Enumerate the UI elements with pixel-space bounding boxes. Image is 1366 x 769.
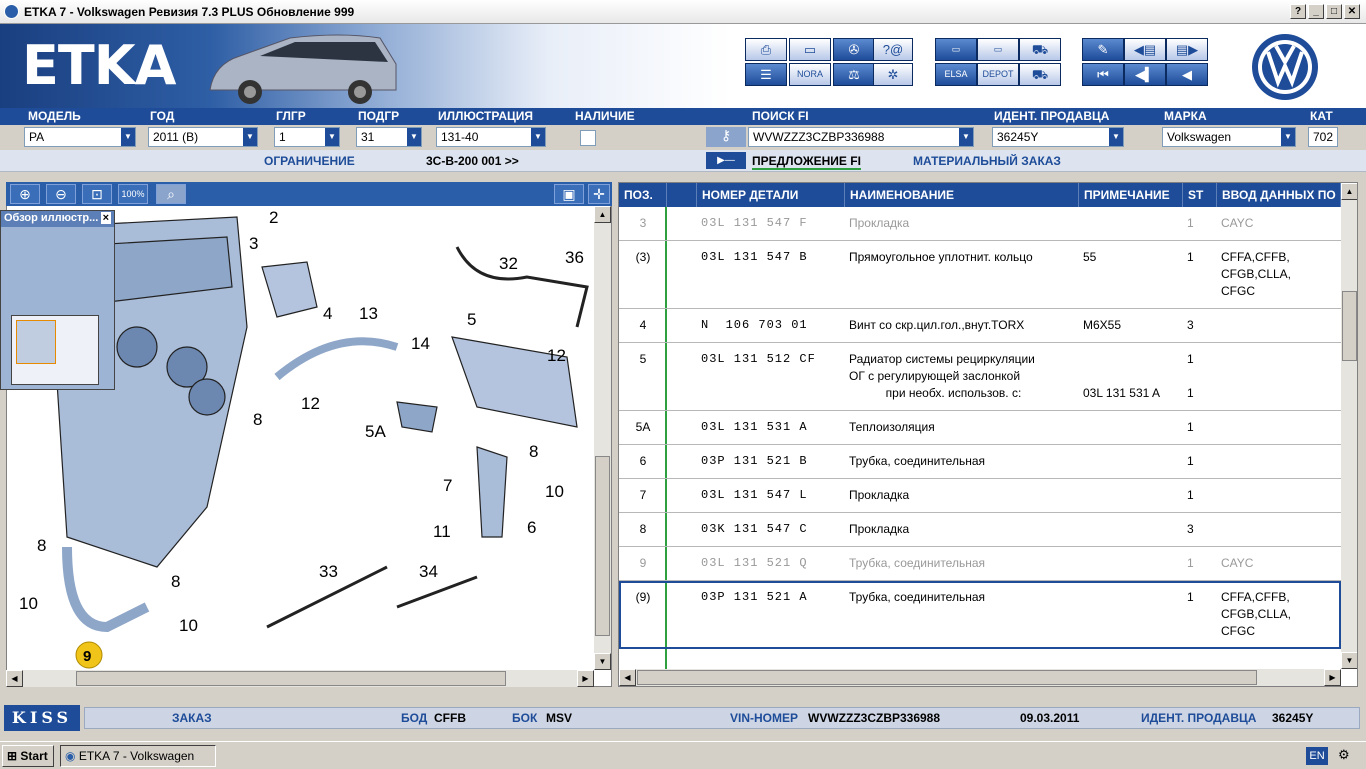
scroll-up-icon[interactable]: ▲	[1341, 183, 1358, 200]
col-pos[interactable]: ПОЗ.	[619, 183, 667, 207]
scroll-down-icon[interactable]: ▼	[594, 653, 611, 670]
illustration-toolbar	[6, 182, 612, 206]
printer-icon[interactable]: ⎙	[745, 38, 787, 61]
scroll-down-icon[interactable]: ▼	[1341, 652, 1358, 669]
cell-note	[1079, 445, 1183, 479]
chevron-down-icon: ▼	[1281, 128, 1295, 146]
svg-text:32: 32	[499, 254, 518, 273]
start-button[interactable]: ⊞ Start	[2, 745, 54, 767]
svg-text:6: 6	[527, 518, 537, 537]
dealer-label: ИДЕНТ. ПРОДАВЦА	[994, 109, 1110, 123]
cell-data: CFFA,CFFB, CFGB,CLLA, CFGC	[1221, 250, 1292, 298]
depot-button[interactable]: DEPOT	[977, 63, 1019, 86]
chevron-down-icon: ▼	[325, 128, 339, 146]
model-value: PA	[29, 130, 45, 144]
elsa-icon[interactable]: ▭	[935, 38, 977, 61]
order-link[interactable]: ЗАКАЗ	[172, 711, 212, 725]
offer-fi-tab[interactable]: ПРЕДЛОЖЕНИЕ FI	[752, 154, 861, 168]
wheel-icon[interactable]: ✲	[873, 63, 913, 86]
cell-name: Трубка, соединительная	[849, 590, 986, 604]
svg-text:3: 3	[249, 234, 259, 253]
cell-part: 03L 131 547 L	[701, 488, 808, 502]
tools-icon[interactable]: ✇	[833, 38, 875, 61]
cell-part: 03P 131 521 B	[701, 454, 808, 468]
ill-select[interactable]	[436, 127, 546, 147]
cell-pos: 8	[639, 522, 647, 536]
scroll-thumb[interactable]	[595, 456, 610, 636]
search-value: WVWZZZ3CZBP336988	[753, 130, 885, 144]
scroll-thumb[interactable]	[76, 671, 506, 686]
cell-data	[1217, 513, 1341, 547]
grid-icon[interactable]: ▣	[554, 184, 584, 204]
chevron-down-icon: ▼	[407, 128, 421, 146]
table-row[interactable]	[619, 513, 1341, 547]
year-select[interactable]	[148, 127, 258, 147]
table-row[interactable]	[619, 411, 1341, 445]
help-window-button[interactable]: ?	[1290, 4, 1306, 19]
cell-pos: (9)	[635, 590, 651, 604]
scroll-left-icon[interactable]: ◀	[6, 670, 23, 687]
cell-st: 1	[1187, 250, 1194, 264]
overview-title: Обзор иллюстр... ×	[1, 211, 114, 227]
back-icon[interactable]: ◀▤	[1124, 38, 1166, 61]
cat-select[interactable]	[1308, 127, 1338, 147]
dealer-select[interactable]	[992, 127, 1124, 147]
table-hscroll[interactable]	[619, 669, 1341, 686]
cell-note: M6X55	[1083, 318, 1122, 332]
restriction-bar	[0, 150, 1366, 172]
tray-icon[interactable]: ⚙	[1338, 747, 1350, 762]
svg-text:12: 12	[301, 394, 320, 413]
table-vscroll[interactable]	[1341, 183, 1358, 669]
cell-name: Прокладка	[849, 522, 910, 536]
svg-text:8: 8	[37, 536, 47, 555]
cell-name: Винт со скр.цил.гол.,внут.TORX	[849, 318, 1025, 332]
ug-value: 31	[361, 130, 375, 144]
cell-part: 03L 131 547 B	[701, 250, 808, 264]
table-row[interactable]	[619, 309, 1341, 343]
zoom-in-icon[interactable]: ⊕	[10, 184, 40, 204]
monitor-icon[interactable]: ▭	[789, 38, 831, 61]
table-header	[619, 183, 1341, 207]
cell-data: CAYC	[1221, 556, 1254, 570]
etka-app-icon: ◉	[65, 749, 76, 763]
cell-pos: 5A	[635, 420, 651, 434]
cell-name: Прокладка	[849, 488, 910, 502]
close-button[interactable]: ✕	[1344, 4, 1360, 19]
search-input[interactable]	[748, 127, 974, 147]
hg-value: 1	[279, 130, 286, 144]
cat-value: 702	[1313, 130, 1334, 144]
cell-note	[1079, 479, 1183, 513]
illustration-hscroll[interactable]	[6, 670, 594, 687]
close-icon[interactable]: ×	[102, 212, 109, 224]
brand-value: Volkswagen	[1167, 130, 1232, 144]
hg-label: ГЛГР	[276, 109, 306, 123]
bod-label: БОД	[401, 711, 428, 725]
cell-pos: 9	[639, 556, 647, 570]
brand-select[interactable]	[1162, 127, 1296, 147]
cell-name: Прокладка	[849, 216, 910, 230]
avail-checkbox[interactable]	[580, 130, 596, 146]
table-row[interactable]	[619, 445, 1341, 479]
svg-text:14: 14	[411, 334, 430, 353]
cell-st: 1	[1187, 488, 1194, 502]
left-icon[interactable]: ◀	[1166, 63, 1208, 86]
svg-text:8: 8	[529, 442, 539, 461]
cell-st: 1	[1187, 420, 1194, 434]
table-row[interactable]	[619, 207, 1341, 241]
vin-value: WVWZZZ3CZBP336988	[808, 711, 941, 725]
table-body	[619, 207, 1341, 669]
chevron-down-icon: ▼	[531, 128, 545, 146]
cell-part: N 106 703 01	[701, 318, 808, 332]
cat-label: КАТ	[1310, 109, 1333, 123]
zoom-area-icon[interactable]: ⊡	[82, 184, 112, 204]
cell-st: 3	[1187, 522, 1194, 536]
zoom-100-button[interactable]: 100%	[118, 184, 148, 204]
cell-st: 1	[1187, 216, 1194, 230]
cell-note: 03L 131 531 A	[1083, 386, 1160, 400]
cell-pos: 5	[639, 352, 647, 366]
year-value: 2011 (B)	[153, 130, 199, 144]
cell-st: 1	[1187, 556, 1194, 570]
col-note[interactable]: ПРИМЕЧАНИЕ	[1079, 183, 1183, 207]
help-email-icon[interactable]: ?@	[873, 38, 913, 61]
cell-data	[1217, 445, 1341, 479]
cell-name: Трубка, соединительная	[849, 454, 986, 468]
model-label: МОДЕЛЬ	[28, 109, 81, 123]
cell-part: 03L 131 521 Q	[701, 556, 808, 570]
model-select[interactable]	[24, 127, 136, 147]
language-indicator[interactable]: EN	[1306, 747, 1328, 765]
cell-data	[1217, 479, 1341, 513]
hg-select[interactable]	[274, 127, 340, 147]
cell-note	[1079, 513, 1183, 547]
cell-name: Прямоугольное уплотнит. кольцо	[849, 250, 1033, 264]
cart-icon[interactable]: ⛟	[1019, 38, 1061, 61]
windows-icon: ⊞	[7, 749, 18, 763]
prev-icon[interactable]: ◀▍	[1124, 63, 1166, 86]
status-date: 09.03.2011	[1020, 711, 1080, 725]
cell-pos: (3)	[635, 250, 651, 264]
scale-icon[interactable]: ⚖	[833, 63, 875, 86]
pin-icon[interactable]: ✎	[1082, 38, 1124, 61]
cell-note	[1079, 411, 1183, 445]
cell-data: CAYC	[1221, 216, 1254, 230]
chevron-down-icon: ▼	[243, 128, 257, 146]
svg-text:8: 8	[171, 572, 181, 591]
overview-thumbnail[interactable]	[11, 315, 99, 385]
ill-value: 131-40	[441, 130, 479, 144]
svg-text:10: 10	[179, 616, 198, 635]
ug-select[interactable]	[356, 127, 422, 147]
cell-name: Радиатор системы рециркуляции ОГ с регулирующей заслонкой при необх. использов. с:	[849, 352, 1035, 400]
restrict-link[interactable]: ОГРАНИЧЕНИЕ	[264, 154, 355, 168]
window-title: ETKA 7 - Volkswagen Ревизия 7.3 PLUS Обновление 999	[24, 5, 355, 19]
kiss-logo: KISS	[4, 705, 80, 731]
minimize-button[interactable]: _	[1308, 4, 1324, 19]
bok-label: БОК	[512, 711, 538, 725]
ug-label: ПОДГР	[358, 109, 400, 123]
car-banner	[210, 24, 730, 108]
vin-label: VIN-НОМЕР	[730, 711, 799, 725]
bok-value: MSV	[546, 711, 573, 725]
svg-text:10: 10	[545, 482, 564, 501]
restrict-value: 3C-B-200 001 >>	[426, 154, 519, 168]
svg-text:12: 12	[547, 346, 566, 365]
svg-text:7: 7	[443, 476, 453, 495]
scroll-up-icon[interactable]: ▲	[594, 206, 611, 223]
nora-button[interactable]: NORA	[789, 63, 831, 86]
field-labels-bar	[0, 108, 1366, 125]
forward-icon[interactable]: ▤▶	[1166, 38, 1208, 61]
svg-text:11: 11	[433, 522, 451, 541]
cell-st: 3	[1187, 318, 1194, 332]
svg-text:10: 10	[19, 594, 38, 613]
cell-pos: 3	[639, 216, 647, 230]
scroll-left-icon[interactable]: ◀	[619, 669, 636, 686]
depot-icon[interactable]: ▭	[977, 38, 1019, 61]
dealer-value: 36245Y	[997, 130, 1039, 144]
cell-part: 03K 131 547 C	[701, 522, 808, 536]
table-row[interactable]	[619, 241, 1341, 309]
year-label: ГОД	[150, 109, 175, 123]
parts-table	[618, 182, 1358, 687]
arrow-right-icon[interactable]: ▶—	[706, 152, 746, 169]
elsa-button[interactable]: ELSA	[935, 63, 977, 86]
search-icon[interactable]: ⌕	[156, 184, 186, 204]
overview-window[interactable]	[0, 210, 115, 390]
svg-text:2: 2	[269, 208, 279, 227]
cell-data: CFFA,CFFB, CFGB,CLLA, CFGC	[1221, 590, 1292, 638]
cell-part: 03L 131 547 F	[701, 216, 808, 230]
cell-st: 1	[1187, 590, 1194, 604]
table-row[interactable]	[619, 343, 1341, 411]
title-bar	[0, 0, 1366, 24]
fields-bar	[0, 125, 1366, 149]
svg-text:13: 13	[359, 304, 378, 323]
svg-text:34: 34	[419, 562, 438, 581]
cell-name: Теплоизоляция	[849, 420, 935, 434]
cell-note: 55	[1083, 250, 1097, 264]
cell-part: 03P 131 521 A	[701, 590, 808, 604]
brand-label: МАРКА	[1164, 109, 1207, 123]
scroll-thumb[interactable]	[1342, 291, 1357, 361]
cell-data	[1217, 309, 1341, 343]
cell-pos: 4	[639, 318, 647, 332]
chevron-down-icon: ▼	[959, 128, 973, 146]
cell-st: 1	[1187, 454, 1194, 468]
scroll-right-icon[interactable]: ▶	[1324, 669, 1341, 686]
zoom-out-icon[interactable]: ⊖	[46, 184, 76, 204]
cell-part: 03L 131 512 CF	[701, 352, 816, 366]
car-image	[200, 24, 460, 108]
selected-callout-9: 9	[83, 648, 92, 665]
avail-label: НАЛИЧИЕ	[575, 109, 635, 123]
cell-name: Трубка, соединительная	[849, 556, 986, 570]
illustration-vscroll[interactable]	[594, 206, 611, 670]
cell-note	[1079, 547, 1183, 581]
search-label: ПОИСК FI	[752, 109, 809, 123]
cell-note	[1079, 581, 1183, 649]
maximize-button[interactable]: □	[1326, 4, 1342, 19]
cart2-icon[interactable]: ⛟	[1019, 63, 1061, 86]
table-row[interactable]	[619, 479, 1341, 513]
col-st[interactable]: ST	[1183, 183, 1217, 207]
svg-text:8: 8	[253, 410, 263, 429]
etka-logo: ETKA	[0, 24, 210, 108]
chevron-down-icon: ▼	[121, 128, 135, 146]
col-part[interactable]: НОМЕР ДЕТАЛИ	[697, 183, 845, 207]
vw-logo-icon	[1250, 32, 1320, 102]
cell-data	[1217, 411, 1341, 445]
move-icon[interactable]: ✛	[588, 184, 610, 204]
cell-note	[1079, 207, 1183, 241]
ill-label: ИЛЛЮСТРАЦИЯ	[438, 109, 534, 123]
svg-text:33: 33	[319, 562, 338, 581]
key-icon[interactable]: ⚷	[706, 127, 746, 147]
material-order-tab[interactable]: МАТЕРИАЛЬНЫЙ ЗАКАЗ	[913, 154, 1061, 168]
dealer-status-label: ИДЕНТ. ПРОДАВЦА	[1141, 711, 1257, 725]
cell-pos: 7	[639, 488, 647, 502]
first-icon[interactable]: ⏮	[1082, 63, 1124, 86]
cell-part: 03L 131 531 A	[701, 420, 808, 434]
dealer-status-value: 36245Y	[1272, 711, 1314, 725]
cell-st: 1 1	[1187, 352, 1194, 400]
chevron-down-icon: ▼	[1109, 128, 1123, 146]
col-data[interactable]: ВВОД ДАННЫХ ПО	[1217, 183, 1341, 207]
cell-data	[1217, 343, 1341, 411]
table-row[interactable]	[619, 547, 1341, 581]
table-row[interactable]	[619, 581, 1341, 649]
list-icon[interactable]: ☰	[745, 63, 787, 86]
svg-text:5A: 5A	[365, 422, 386, 441]
svg-text:36: 36	[565, 248, 584, 267]
scroll-right-icon[interactable]: ▶	[577, 670, 594, 687]
cell-pos: 6	[639, 454, 647, 468]
col-flag[interactable]	[667, 183, 697, 207]
scroll-thumb[interactable]	[637, 670, 1257, 685]
taskbar-app-button[interactable]: ◉ ETKA 7 - Volkswagen	[60, 745, 216, 767]
taskbar	[0, 741, 1366, 769]
svg-text:4: 4	[323, 304, 333, 323]
svg-text:5: 5	[467, 310, 477, 329]
bod-value: CFFB	[434, 711, 466, 725]
col-name[interactable]: НАИМЕНОВАНИЕ	[845, 183, 1079, 207]
app-icon	[4, 4, 19, 19]
